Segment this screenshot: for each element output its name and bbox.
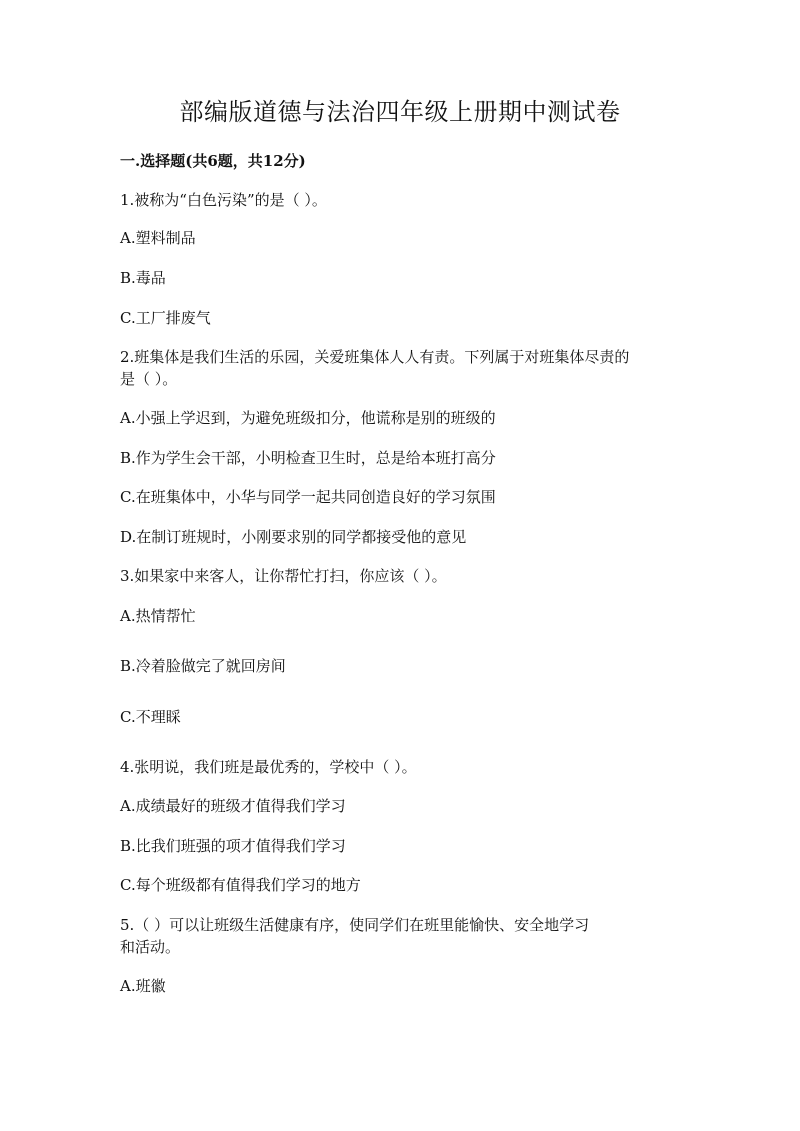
page-title: 部编版道德与法治四年级上册期中测试卷 xyxy=(179,98,621,126)
question-4-option-a: A.成绩最好的班级才值得我们学习 xyxy=(120,797,346,815)
question-3-option-c: C.不理睬 xyxy=(120,708,181,726)
question-5-stem-line-2: 和活动。 xyxy=(120,938,181,956)
question-1-option-c: C.工厂排废气 xyxy=(120,309,211,327)
question-3-stem: 3.如果家中来客人，让你帮忙打扫，你应该（ ）。 xyxy=(120,567,447,585)
question-2-stem-line-1: 2.班集体是我们生活的乐园，关爱班集体人人有责。下列属于对班集体尽责的 xyxy=(120,348,630,366)
question-2-option-d: D.在制订班规时，小刚要求别的同学都接受他的意见 xyxy=(120,528,467,546)
question-3-option-a: A.热情帮忙 xyxy=(120,607,196,625)
question-1-option-a: A.塑料制品 xyxy=(120,229,196,247)
question-4-stem: 4.张明说，我们班是最优秀的，学校中（ ）。 xyxy=(120,758,417,776)
question-1-option-b: B.毒品 xyxy=(120,269,166,287)
section-heading: 一.选择题(共6题，共12分) xyxy=(120,152,306,170)
question-4-option-c: C.每个班级都有值得我们学习的地方 xyxy=(120,876,361,894)
question-4-option-b: B.比我们班强的项才值得我们学习 xyxy=(120,837,346,855)
question-2-stem-line-2: 是（ ）。 xyxy=(120,370,178,388)
question-2-option-c: C.在班集体中，小华与同学一起共同创造良好的学习氛围 xyxy=(120,488,496,506)
question-1-stem: 1.被称为“白色污染”的是（ ）。 xyxy=(120,191,327,209)
question-2-option-a: A.小强上学迟到，为避免班级扣分，他谎称是别的班级的 xyxy=(120,409,496,427)
question-5-stem-line-1: 5.（ ）可以让班级生活健康有序，使同学们在班里能愉快、安全地学习 xyxy=(120,916,590,934)
question-5-option-a: A.班徽 xyxy=(120,977,166,995)
question-2-option-b: B.作为学生会干部，小明检查卫生时，总是给本班打高分 xyxy=(120,449,496,467)
question-3-option-b: B.冷着脸做完了就回房间 xyxy=(120,657,286,675)
